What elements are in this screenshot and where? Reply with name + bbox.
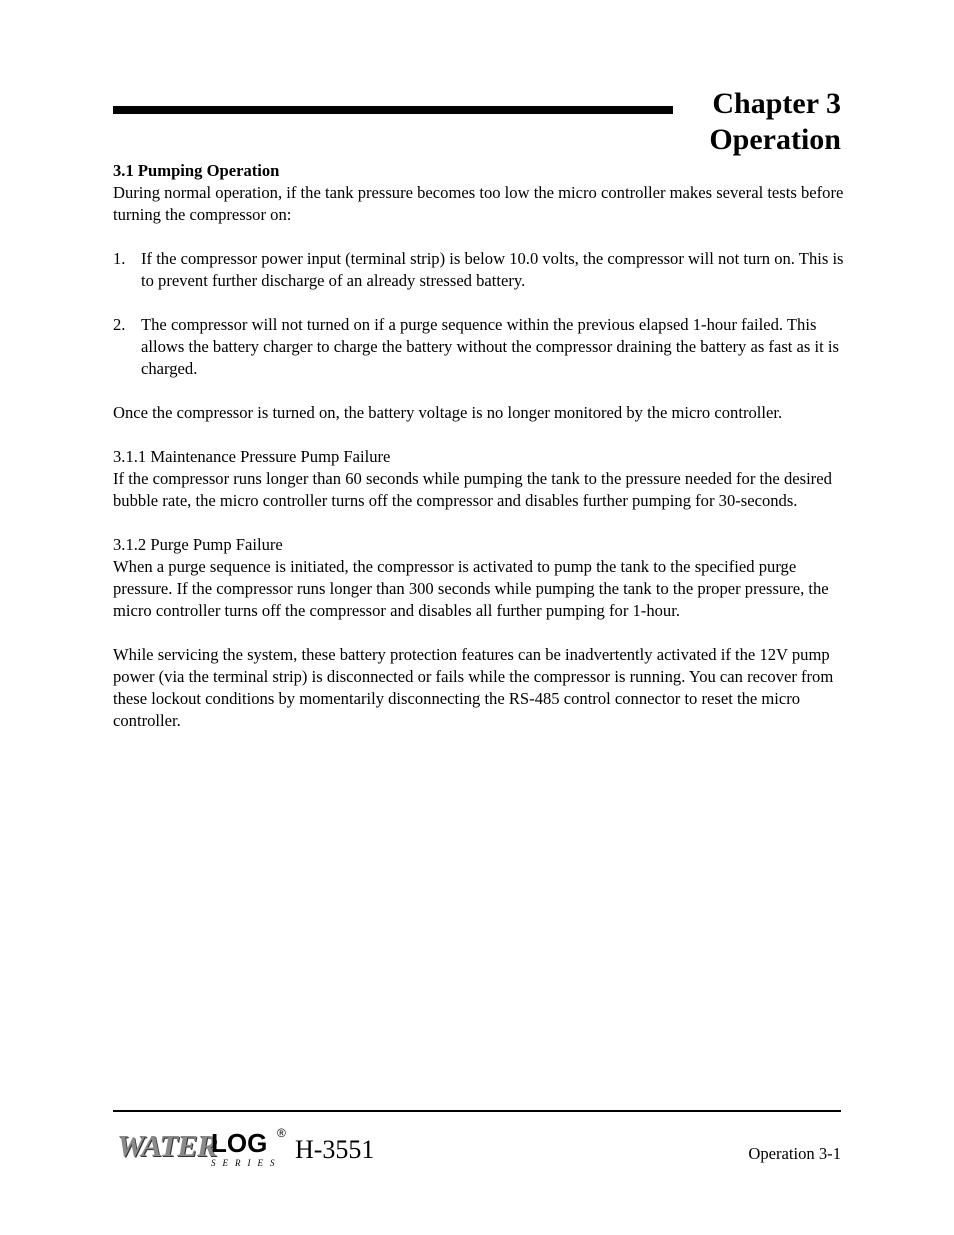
- waterlog-logo: [117, 1128, 292, 1172]
- logo-series-text: SERIES: [211, 1158, 282, 1168]
- page-number: Operation 3-1: [748, 1144, 841, 1163]
- logo-water-text: WATER: [117, 1128, 217, 1163]
- list-text: If the compressor power input (terminal strip) is below 10.0 volts, the compressor will not turn on. This is to prevent further discharge of an already stressed battery.: [141, 249, 844, 290]
- chapter-number: Chapter 3: [712, 87, 841, 120]
- header-rule: [113, 106, 673, 114]
- list-item: [113, 248, 848, 292]
- section-intro: During normal operation, if the tank pressure becomes too low the micro controller makes several tests before turning the compressor on:: [113, 183, 844, 224]
- list-text: The compressor will not turned on if a purge sequence within the previous elapsed 1-hour failed. This allows the battery charger to charge the battery without the compressor draining the battery as fast as it is charged.: [141, 315, 839, 378]
- subsection-heading: 3.1.1 Maintenance Pressure Pump Failure: [113, 447, 391, 466]
- subsection-body: When a purge sequence is initiated, the compressor is activated to pump the tank to the specified purge pressure. If the compressor runs longer than 300 seconds while pumping the tank to the proper pressure, the micro controller turns off the compressor and disables all further pumping for 1-hour.: [113, 557, 829, 620]
- footer-rule: [113, 1110, 841, 1112]
- list-number: 1.: [113, 249, 126, 268]
- after-list-paragraph: Once the compressor is turned on, the battery voltage is no longer monitored by the micro controller.: [113, 403, 783, 422]
- section-heading: 3.1 Pumping Operation: [113, 161, 280, 180]
- subsection-heading: 3.1.2 Purge Pump Failure: [113, 535, 283, 554]
- logo-log-text: LOG: [211, 1128, 268, 1158]
- closing-paragraph: While servicing the system, these battery protection features can be inadvertently activated if the 12V pump power (via the terminal strip) is disconnected or fails while the compressor is running. You can recover from these lockout conditions by momentarily disconnecting the RS-485 control connector to reset the micro controller.: [113, 645, 834, 730]
- list-item: [113, 314, 848, 380]
- subsection-body: If the compressor runs longer than 60 seconds while pumping the tank to the pressure needed for the desired bubble rate, the micro controller turns off the compressor and disables further pumping for 30-seconds.: [113, 469, 832, 510]
- chapter-name: Operation: [709, 123, 841, 156]
- registered-mark: ®: [277, 1126, 286, 1140]
- model-number: H-3551: [295, 1135, 375, 1164]
- page-body: [113, 160, 848, 754]
- chapter-title: [709, 86, 841, 158]
- list-number: 2.: [113, 315, 126, 334]
